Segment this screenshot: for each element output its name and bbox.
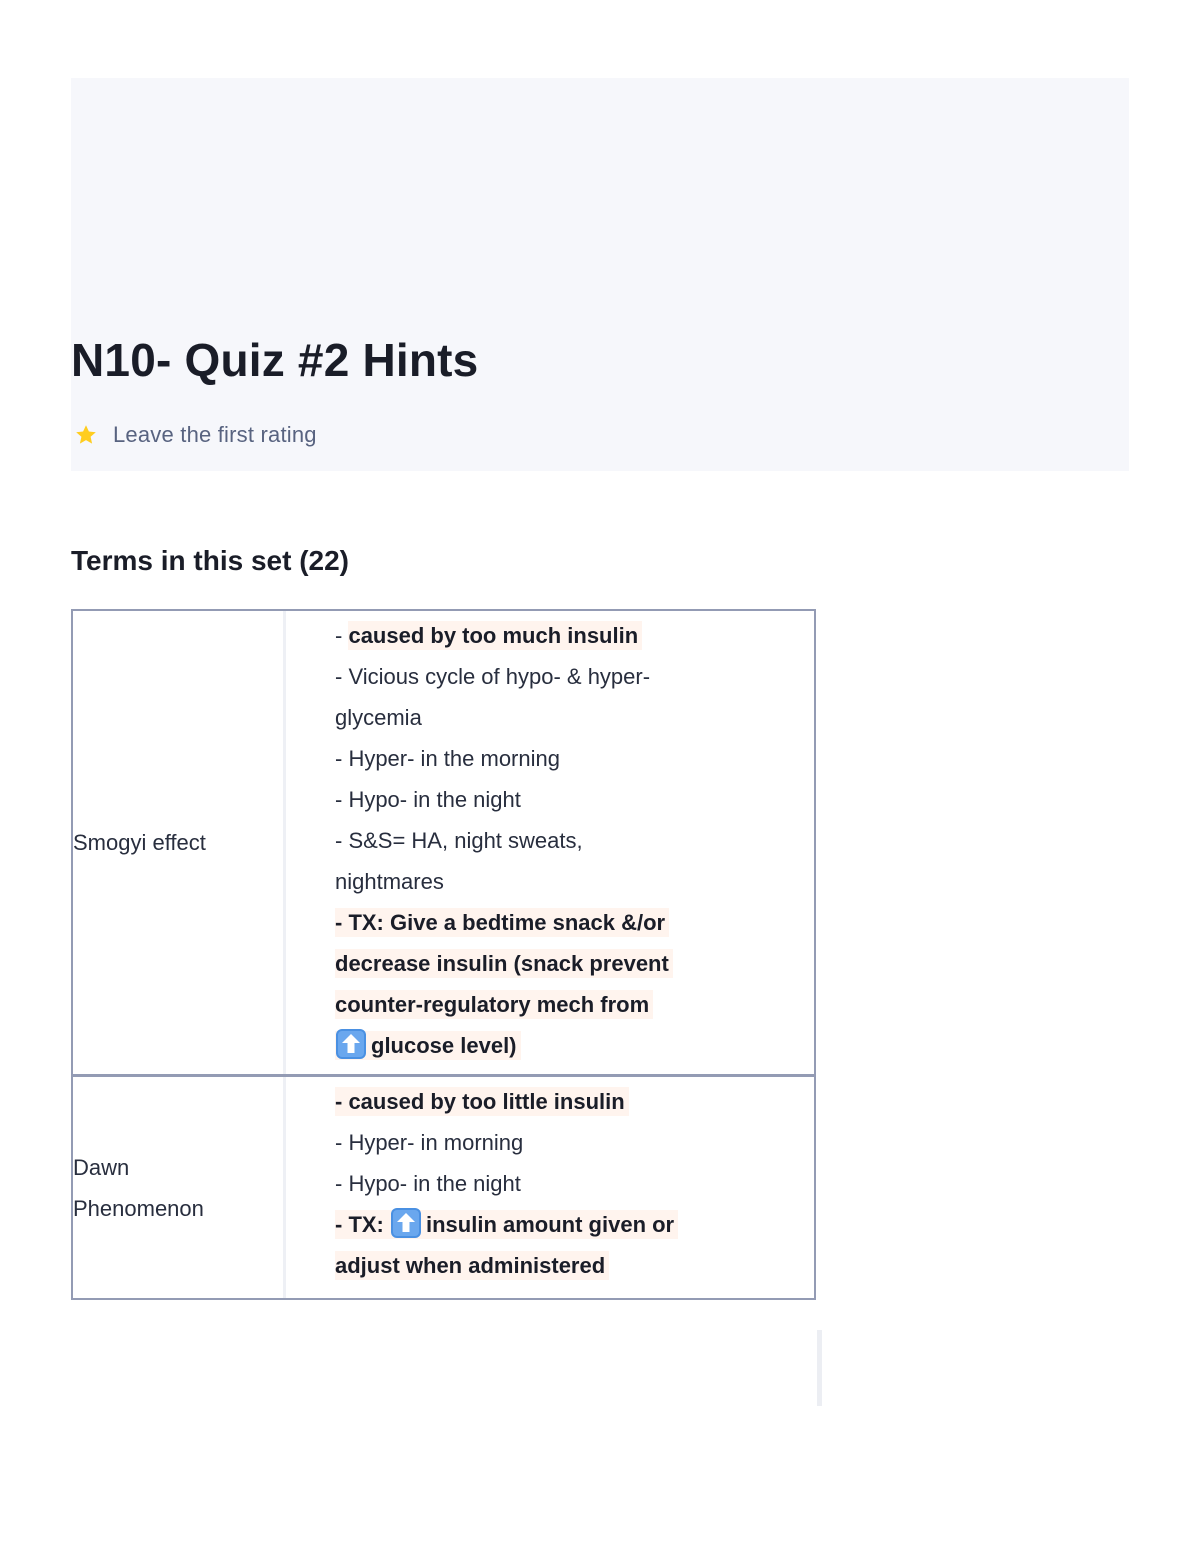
definition-line: - Hypo- in the night — [335, 1171, 521, 1196]
leave-rating-link[interactable] — [74, 420, 317, 450]
star-icon — [74, 423, 98, 447]
set-header-panel — [71, 78, 1129, 471]
term-card-smogyi — [73, 611, 814, 1074]
up-arrow-emoji-icon — [335, 1028, 367, 1060]
definition-line: nightmares — [335, 869, 444, 894]
term-word: Smogyi effect — [73, 830, 206, 855]
terms-heading: Terms in this set (22) — [71, 545, 350, 576]
definition-line: - Vicious cycle of hypo- & hyper- — [335, 664, 651, 689]
definition-line: - caused by too little insulin — [335, 1081, 794, 1122]
term-definition — [286, 611, 814, 1074]
definition-line: glucose level) — [335, 1025, 794, 1066]
definition-line: - caused by too much insulin — [335, 615, 794, 656]
definition-line: glycemia — [335, 705, 422, 730]
scrollbar-track[interactable] — [817, 1330, 822, 1406]
term-definition — [286, 1077, 814, 1298]
definition-line: counter-regulatory mech from — [335, 984, 794, 1025]
rating-label: Leave the first rating — [113, 422, 317, 447]
page-title: N10- Quiz #2 Hints — [71, 334, 479, 386]
definition-line: decrease insulin (snack prevent — [335, 943, 794, 984]
definition-line: - Hyper- in the morning — [335, 746, 560, 771]
up-arrow-emoji-icon — [390, 1207, 422, 1239]
definition-line: - TX: Give a bedtime snack &/or — [335, 902, 794, 943]
definition-line: adjust when administered — [335, 1245, 794, 1286]
definition-line: - Hyper- in morning — [335, 1130, 524, 1155]
definition-line: - TX: insulin amount given or — [335, 1204, 794, 1245]
definition-line: - Hypo- in the night — [335, 787, 521, 812]
definition-line: - S&S= HA, night sweats, — [335, 828, 583, 853]
term-card-dawn-phenomenon — [73, 1074, 814, 1298]
term-word: Dawn Phenomenon — [73, 1154, 204, 1221]
terms-list — [71, 609, 816, 1300]
